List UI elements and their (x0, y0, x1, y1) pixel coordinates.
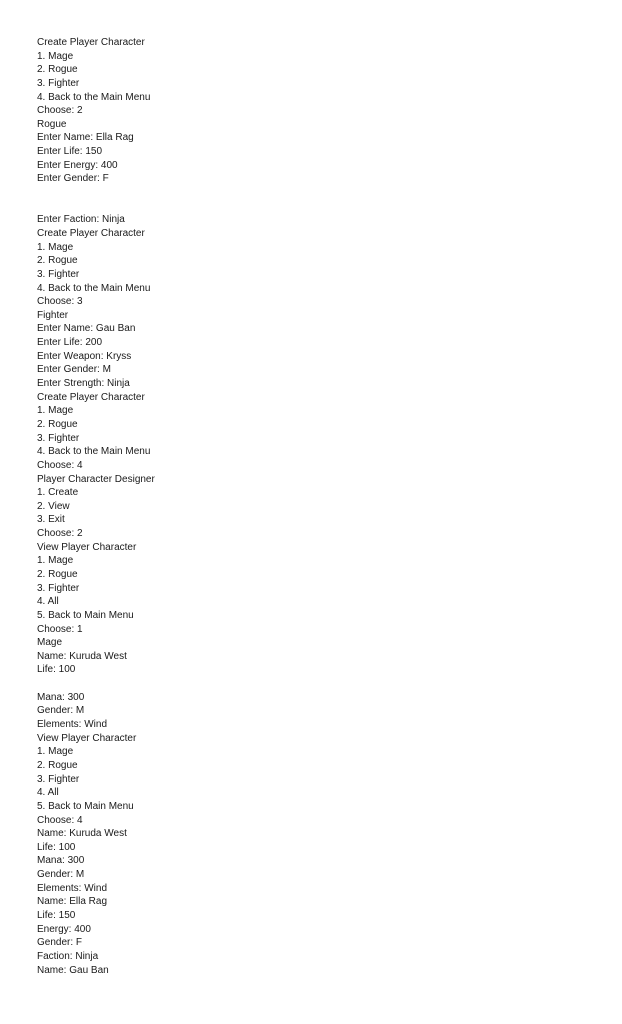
text-line: Create Player Character (37, 37, 145, 48)
text-line: View Player Character (37, 541, 137, 553)
text-line: Choose: 1 (37, 623, 83, 635)
text-line: Enter Gender: M (37, 364, 111, 376)
console-output-document (37, 36, 597, 977)
blank-line (37, 186, 597, 200)
text-line: 1. Mage (37, 746, 74, 758)
text-line: Name: Gau Ban (37, 964, 109, 976)
text-line: Enter Life: 150 (37, 146, 103, 158)
text-line: Enter Life: 200 (37, 337, 103, 349)
text-line: Choose: 2 (37, 528, 83, 540)
text-line: Enter Faction: Ninja (37, 214, 125, 226)
text-line: 4. All (37, 787, 59, 799)
text-line: 3. Fighter (37, 432, 80, 444)
text-line: 1. Mage (37, 555, 74, 567)
text-line: Elements: Wind (37, 719, 108, 731)
text-line: Rogue (37, 118, 67, 130)
text-line: 2. Rogue (37, 418, 78, 430)
text-line: 2. Rogue (37, 759, 78, 771)
text-line: Player Character Designer (37, 473, 155, 485)
text-line: 2. Rogue (37, 64, 78, 76)
text-line: 3. Fighter (37, 77, 80, 89)
text-line: Enter Gender: F (37, 173, 109, 185)
text-line: Life: 150 (37, 910, 76, 921)
text-line: Name: Kuruda West (37, 828, 127, 840)
text-line: Mana: 300 (37, 691, 85, 703)
text-line: Mana: 300 (37, 855, 85, 867)
text-line: Faction: Ninja (37, 950, 99, 962)
text-line: Elements: Wind (37, 882, 108, 894)
text-line: Name: Ella Rag (37, 896, 108, 908)
text-line: Enter Name: Ella Rag (37, 132, 134, 144)
text-line: Enter Energy: 400 (37, 159, 118, 171)
text-line: Choose: 3 (37, 296, 83, 308)
text-line: Enter Weapon: Kryss (37, 350, 132, 362)
text-line: 4. Back to the Main Menu (37, 446, 151, 458)
text-line: Enter Name: Gau Ban (37, 323, 136, 335)
text-line: Fighter (37, 309, 69, 321)
text-line: Create Player Character (37, 391, 145, 403)
text-line: 1. Create (37, 487, 79, 499)
text-line: 5. Back to Main Menu (37, 609, 134, 621)
text-line: Enter Strength: Ninja (37, 378, 130, 390)
text-line: Choose: 2 (37, 105, 83, 117)
text-line: Name: Kuruda West (37, 650, 127, 662)
text-line: 2. Rogue (37, 255, 78, 267)
text-line: View Player Character (37, 732, 137, 744)
text-line: 2. Rogue (37, 568, 78, 580)
text-line: Gender: F (37, 937, 83, 949)
blank-line (37, 200, 597, 214)
text-line: 3. Fighter (37, 773, 80, 785)
text-line: 5. Back to Main Menu (37, 800, 134, 812)
text-line: 3. Exit (37, 514, 65, 526)
text-line: Gender: M (37, 705, 85, 717)
text-line: Choose: 4 (37, 814, 83, 826)
text-line: Life: 100 (37, 841, 76, 853)
text-line: Choose: 4 (37, 459, 83, 471)
text-line: 1. Mage (37, 241, 74, 253)
text-line: 4. Back to the Main Menu (37, 91, 151, 103)
text-line: Gender: M (37, 869, 85, 881)
text-line: 4. All (37, 596, 59, 608)
text-line: 4. Back to the Main Menu (37, 282, 151, 294)
text-line: 2. View (37, 500, 70, 512)
text-line: Create Player Character (37, 227, 145, 239)
text-line: 3. Fighter (37, 268, 80, 280)
text-line: Energy: 400 (37, 923, 91, 935)
text-line: 1. Mage (37, 50, 74, 62)
text-line: 3. Fighter (37, 582, 80, 594)
text-line: 1. Mage (37, 405, 74, 417)
text-line: Mage (37, 637, 63, 649)
text-line: Life: 100 (37, 664, 76, 676)
blank-line (37, 677, 597, 691)
